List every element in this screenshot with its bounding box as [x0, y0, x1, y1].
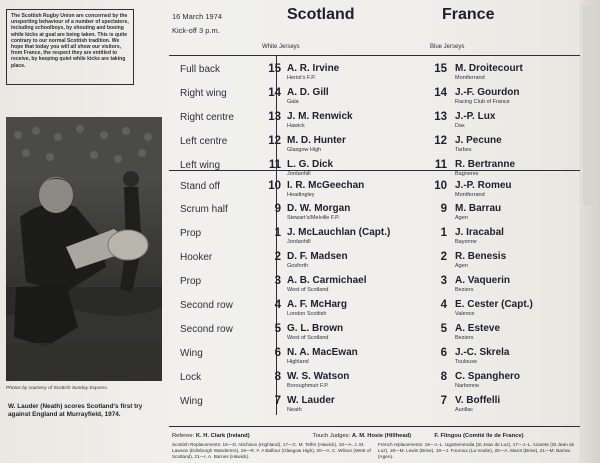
away-player-club: Dax — [455, 123, 465, 129]
away-player-club: Beziers — [455, 335, 474, 341]
photo-credit: Photos by courtesy of Scottish Sunday Express. — [6, 386, 109, 391]
french-replacements: French replacements: 16—J.-L. Ugartemendia (St Jean de Luz), 17—J.-L. Azarete (St Jean de Luz), 18—M. Lewis (Brive), 19—J. Fouroux (La Voulte), 20—A. Marot (Brive), 21—M. Barrau (Agen). — [378, 442, 575, 459]
home-player-name: M. D. Hunter — [287, 135, 346, 146]
away-player-name: A. Vaquerin — [455, 275, 511, 286]
home-shirt-number: 2 — [274, 251, 281, 263]
page-tab — [583, 6, 594, 206]
away-shirt-number: 11 — [434, 159, 447, 171]
home-shirt-number: 8 — [274, 371, 281, 383]
away-player-name: E. Cester (Capt.) — [455, 299, 533, 310]
home-player-club: London Scottish — [287, 311, 327, 317]
home-player-name: I. R. McGeechan — [287, 180, 365, 191]
away-player-club: Bayonne — [455, 239, 477, 245]
home-player-name: A. R. Irvine — [287, 63, 340, 74]
referee-name: K. H. Clark (Ireland) — [195, 433, 250, 439]
touch-judge-1: A. M. Hosie (Hillhead) — [351, 433, 412, 439]
home-player-club: Jordanhill — [287, 171, 311, 177]
away-player-club: Aurillac — [455, 407, 474, 413]
away-player-club: Valence — [455, 311, 475, 317]
touch-judge-2: F. Flingou (Comité île de France) — [434, 433, 524, 439]
player-row — [169, 178, 580, 202]
away-player-club: Montferrand — [455, 75, 485, 81]
away-player-club: Narbonne — [455, 383, 480, 389]
away-player-name: J.-C. Skrela — [455, 347, 510, 358]
away-player-name: J.-P. Lux — [455, 111, 496, 122]
away-shirt-number: 6 — [440, 347, 447, 359]
home-player-name: J. M. Renwick — [287, 111, 353, 122]
home-shirt-number: 13 — [268, 111, 281, 123]
home-shirt-number: 12 — [268, 135, 281, 147]
home-player-club: Stewart's/Melville F.P. — [287, 215, 340, 221]
home-shirt-number: 14 — [268, 87, 281, 99]
home-shirt-number: 11 — [268, 159, 281, 171]
away-shirt-number: 12 — [434, 135, 447, 147]
player-row — [169, 225, 580, 249]
player-row — [169, 273, 580, 297]
photo-caption: W. Lauder (Neath) scores Scotland's first try against England at Murrayfield, 1974. — [8, 403, 143, 419]
player-row — [169, 133, 580, 157]
home-player-name: J. McLauchlan (Capt.) — [287, 227, 391, 238]
away-player-name: R. Benesis — [455, 251, 507, 262]
home-shirt-number: 5 — [274, 323, 281, 335]
home-player-club: Jordanhill — [287, 239, 311, 245]
kickoff-time: Kick-off 3 p.m. — [172, 26, 220, 35]
touch-judges-label: Touch Judges: — [312, 433, 351, 439]
away-shirt-number: 15 — [434, 63, 447, 75]
scottish-replacements: Scottish Replacements: 16—D. Aitchison (Highland), 17—C. M. Telfer (Hawick), 18—A. J. M. Lawson (Edinburgh Wanderers), 19—R. F. A Balfour (Glasgow High), 20—A. C. Wilson (West of Scotland), 21—I. A. Barnes (Hawick). — [172, 442, 371, 459]
position-label: Prop — [180, 276, 202, 287]
away-shirt-number: 13 — [434, 111, 447, 123]
home-shirt-number: 9 — [274, 203, 281, 215]
away-player-club: Racing Club of France — [455, 99, 510, 105]
position-label: Right wing — [180, 88, 227, 99]
home-player-name: W. Lauder — [287, 395, 335, 406]
home-player-club: Neath — [287, 407, 302, 413]
home-shirt-number: 15 — [268, 63, 281, 75]
player-row — [169, 297, 580, 321]
away-team-title: France — [442, 6, 495, 23]
away-player-club: Bagneres — [455, 171, 479, 177]
away-shirt-number: 7 — [440, 395, 447, 407]
away-jersey-label: Blue Jerseys — [430, 44, 465, 50]
home-jersey-label: White Jerseys — [262, 44, 300, 50]
home-team-title: Scotland — [287, 6, 355, 23]
rugby-player-image — [6, 117, 162, 381]
away-player-name: J. Iracabal — [455, 227, 504, 238]
sru-notice: The Scottish Rugby Union are concerned by the unsporting behaviour of a number of spectators, including schoolboys, by shouting and booing while kicks at goal are being taken. This is quite contrary to our normal Scottish tradition. We hope that today you will all show our visitors, from France, the respect they are entitled to receive, by keeping quiet while kicks are taking place. — [6, 9, 134, 85]
player-row — [169, 321, 580, 345]
position-label: Lock — [180, 372, 202, 383]
home-player-name: A. F. McHarg — [287, 299, 348, 310]
player-row — [169, 249, 580, 273]
position-label: Stand off — [180, 181, 220, 192]
away-player-name: J. Pecune — [455, 135, 502, 146]
away-shirt-number: 14 — [434, 87, 447, 99]
away-player-club: Toulouse — [455, 359, 478, 365]
home-player-club: West of Scotland — [287, 335, 329, 341]
home-shirt-number: 7 — [274, 395, 281, 407]
away-shirt-number: 2 — [440, 251, 447, 263]
away-player-club: Agen — [455, 215, 468, 221]
officials-line — [172, 433, 524, 439]
away-player-name: R. Bertranne — [455, 159, 516, 170]
referee-label: Referee: — [172, 433, 195, 439]
position-label: Wing — [180, 396, 203, 407]
away-shirt-number: 3 — [440, 275, 447, 287]
home-player-club: Gala — [287, 99, 299, 105]
home-player-club: Gosforth — [287, 263, 309, 269]
away-shirt-number: 5 — [440, 323, 447, 335]
player-row — [169, 85, 580, 109]
away-player-name: J.-F. Gourdon — [455, 87, 520, 98]
home-shirt-number: 4 — [274, 299, 281, 311]
player-row — [169, 109, 580, 133]
home-player-club: West of Scotland — [287, 287, 329, 293]
home-player-name: G. L. Brown — [287, 323, 344, 334]
away-player-name: M. Droitecourt — [455, 63, 523, 74]
player-row — [169, 393, 580, 417]
home-shirt-number: 3 — [274, 275, 281, 287]
away-shirt-number: 10 — [434, 180, 447, 192]
home-player-name: D. W. Morgan — [287, 203, 351, 214]
match-date: 16 March 1974 — [172, 12, 223, 21]
away-shirt-number: 8 — [440, 371, 447, 383]
match-photo — [6, 117, 162, 381]
home-player-name: L. G. Dick — [287, 159, 334, 170]
away-shirt-number: 4 — [440, 299, 447, 311]
away-player-name: J.-P. Romeu — [455, 180, 512, 191]
position-label: Wing — [180, 348, 203, 359]
position-label: Left wing — [180, 160, 221, 171]
home-player-club: Glasgow High — [287, 147, 322, 153]
home-player-club: Headingley — [287, 192, 315, 198]
away-player-club: Tarbes — [455, 147, 472, 153]
home-player-name: D. F. Madsen — [287, 251, 348, 262]
away-player-name: M. Barrau — [455, 203, 502, 214]
position-label: Scrum half — [180, 204, 228, 215]
player-row — [169, 61, 580, 85]
player-row — [169, 345, 580, 369]
position-label: Prop — [180, 228, 202, 239]
away-player-club: Montferrand — [455, 192, 485, 198]
home-player-club: Heriot's F.P. — [287, 75, 316, 81]
player-row — [169, 369, 580, 393]
home-player-name: N. A. MacEwan — [287, 347, 358, 358]
away-player-club: Beziers — [455, 287, 474, 293]
position-label: Second row — [180, 300, 233, 311]
home-shirt-number: 1 — [274, 227, 281, 239]
position-label: Second row — [180, 324, 233, 335]
away-shirt-number: 1 — [440, 227, 447, 239]
home-shirt-number: 10 — [268, 180, 281, 192]
away-player-name: A. Esteve — [455, 323, 501, 334]
position-label: Left centre — [180, 136, 228, 147]
home-player-name: A. B. Carmichael — [287, 275, 367, 286]
player-row — [169, 201, 580, 225]
position-label: Right centre — [180, 112, 234, 123]
home-player-name: A. D. Gill — [287, 87, 329, 98]
away-player-name: V. Boffelli — [455, 395, 501, 406]
home-player-club: Boroughmuir F.P. — [287, 383, 329, 389]
home-player-name: W. S. Watson — [287, 371, 350, 382]
away-shirt-number: 9 — [440, 203, 447, 215]
home-player-club: Highland — [287, 359, 309, 365]
home-shirt-number: 6 — [274, 347, 281, 359]
position-label: Full back — [180, 64, 221, 75]
away-player-name: C. Spanghero — [455, 371, 521, 382]
position-label: Hooker — [180, 252, 213, 263]
away-player-club: Agen — [455, 263, 468, 269]
home-player-club: Hawick — [287, 123, 305, 129]
